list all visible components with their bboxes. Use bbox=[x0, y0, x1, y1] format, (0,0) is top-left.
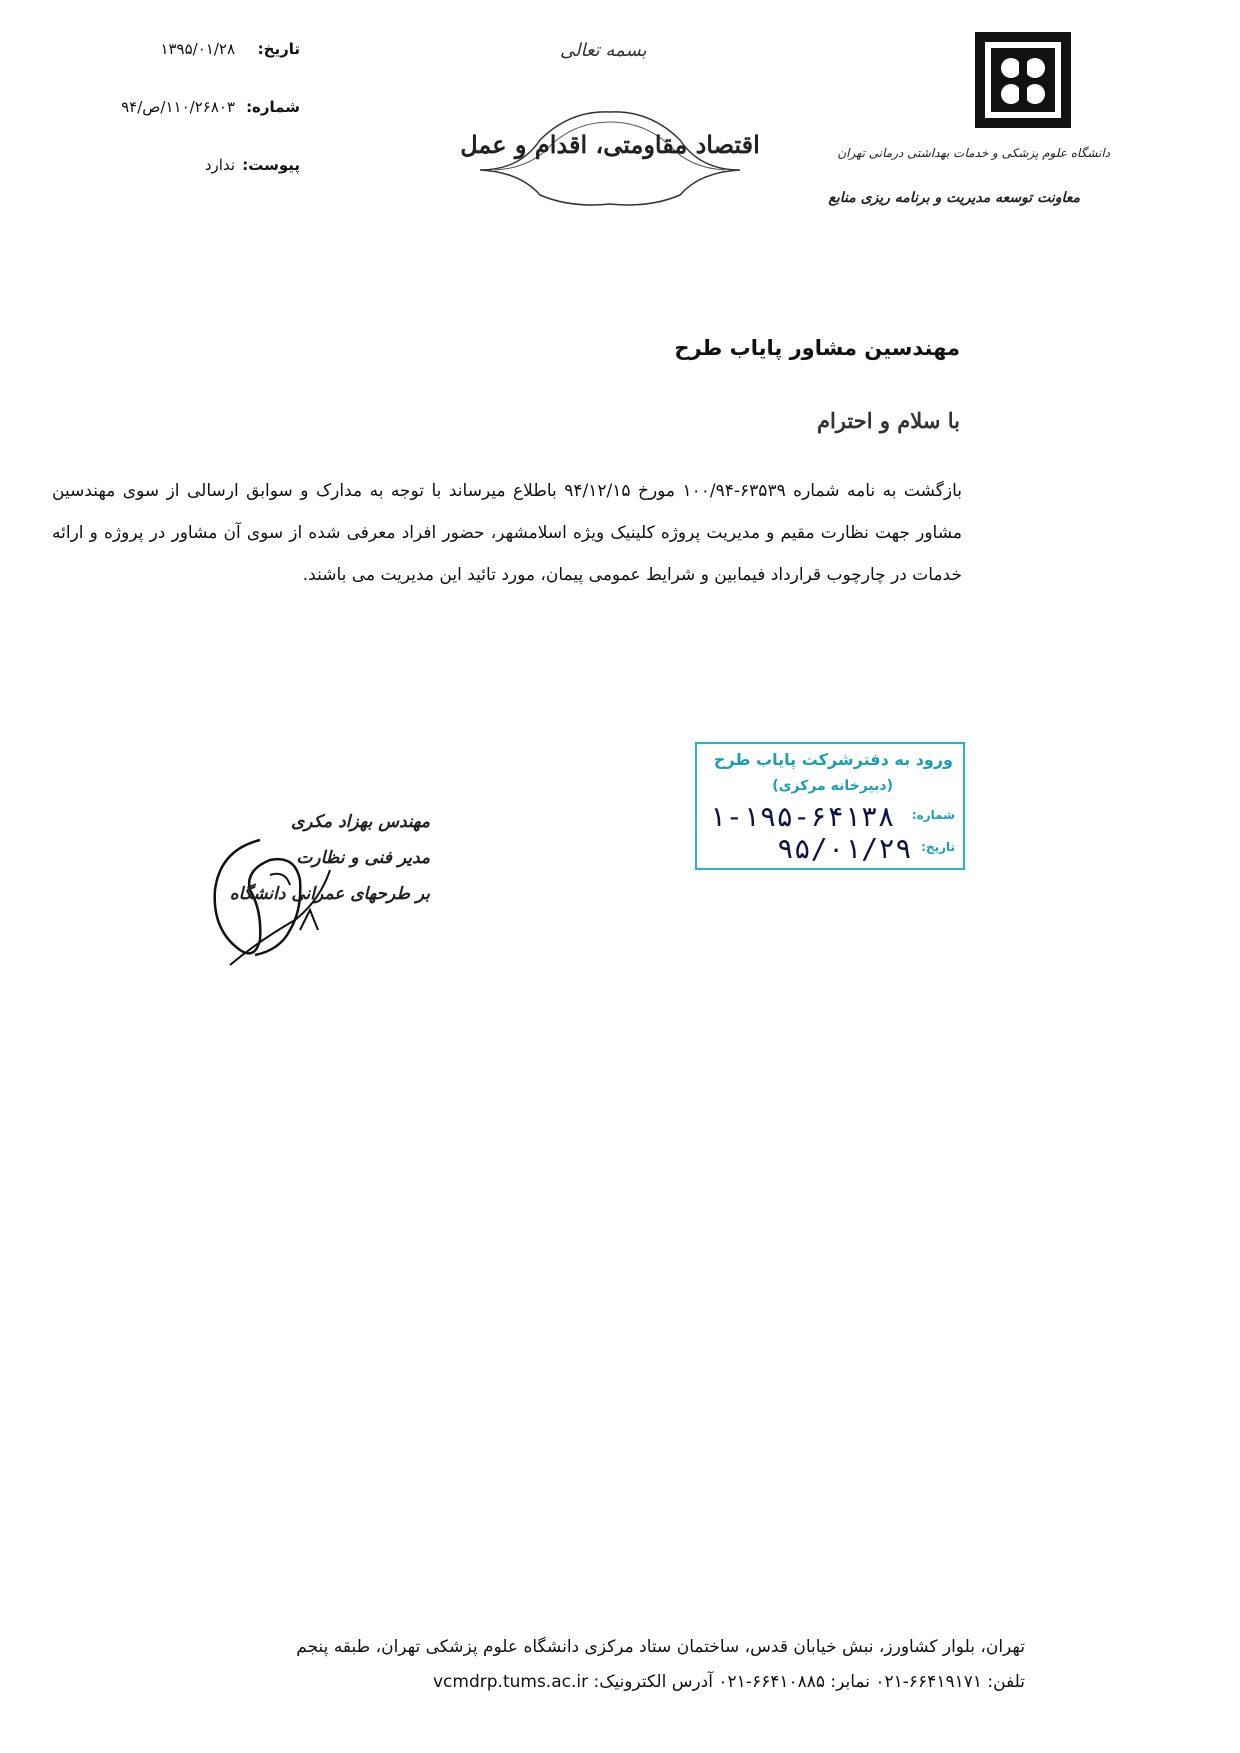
date-value: ۱۳۹۵/۰۱/۲۸ bbox=[160, 40, 235, 58]
number-row bbox=[80, 98, 300, 156]
greeting-line: با سلام و احترام bbox=[816, 408, 960, 433]
footer-address: تهران، بلوار کشاورز، نبش خیابان قدس، ساختمان ستاد مرکزی دانشگاه علوم پزشکی تهران، طبقه پنجم bbox=[296, 1637, 1025, 1657]
number-label: شماره: bbox=[246, 98, 300, 116]
letter-body-paragraph: بازگشت به نامه شماره ۶۳۵۳۹-۱۰۰/۹۴ مورخ ۹۴/۱۲/۱۵ باطلاع میرساند با توجه به مدارک و سوابق ارسالی از سوی مهندسین مشاور جهت نظارت مقیم و مدیریت پروژه کلینیک ویژه اسلامشهر، حضور افراد معرفی شده از سوی آن مشاور در پروژه و ارائه خدمات در چارچوب قرارداد فیمابین و شرایط عمومی پیمان، مورد تائید این مدیریت می باشند. bbox=[52, 481, 962, 585]
org-name-line2: معاونت توسعه مدیریت و برنامه ریزی منابع bbox=[828, 190, 1080, 206]
footer-contact-text: تلفن: ۶۶۴۱۹۱۷۱-۰۲۱ نمابر: ۶۶۴۱۰۸۸۵-۰۲۱ آدرس الکترونیک: bbox=[593, 1672, 1025, 1692]
date-label: تاریخ: bbox=[257, 40, 300, 58]
motto-cartouche bbox=[460, 100, 760, 210]
stamp-number-value: ۱-۱۹۵-۶۴۱۳۸ bbox=[709, 800, 895, 833]
motto-text: اقتصاد مقاومتی، اقدام و عمل bbox=[460, 130, 760, 159]
signatory-dept: بر طرحهای عمرانی دانشگاه bbox=[229, 884, 430, 904]
footer-contact bbox=[433, 1672, 1025, 1692]
signatory-name: مهندس بهزاد مکری bbox=[290, 812, 430, 832]
stamp-number-label: شماره: bbox=[911, 808, 955, 822]
stamp-title: ورود به دفترشرکت پایاب طرح bbox=[713, 750, 953, 769]
attachment-row bbox=[80, 156, 300, 214]
receipt-stamp bbox=[695, 742, 965, 870]
attachment-label: پیوست: bbox=[242, 156, 300, 174]
letter-meta bbox=[80, 40, 300, 214]
stamp-date-value: ۹۵/۰۱/۲۹ bbox=[777, 832, 912, 865]
stamp-subtitle: (دبیرخانه مرکزی) bbox=[772, 778, 893, 794]
university-logo bbox=[975, 32, 1071, 128]
recipient-name: مهندسین مشاور پایاب طرح bbox=[674, 336, 960, 360]
number-value: ۱۱۰/۲۶۸۰۳/ص/۹۴ bbox=[121, 98, 235, 116]
attachment-value: ندارد bbox=[204, 156, 235, 174]
stamp-date-label: تاریخ: bbox=[921, 840, 955, 854]
org-name-line1: دانشگاه علوم پزشکی و خدمات بهداشتی درمانی تهران bbox=[837, 146, 1110, 160]
bismillah-heading: بسمه تعالی bbox=[560, 40, 647, 61]
university-logo-icon bbox=[975, 32, 1071, 128]
signatory-title: مدیر فنی و نظارت bbox=[296, 848, 430, 868]
footer-website-link[interactable]: vcmdrp.tums.ac.ir bbox=[433, 1672, 589, 1692]
date-row bbox=[80, 40, 300, 98]
